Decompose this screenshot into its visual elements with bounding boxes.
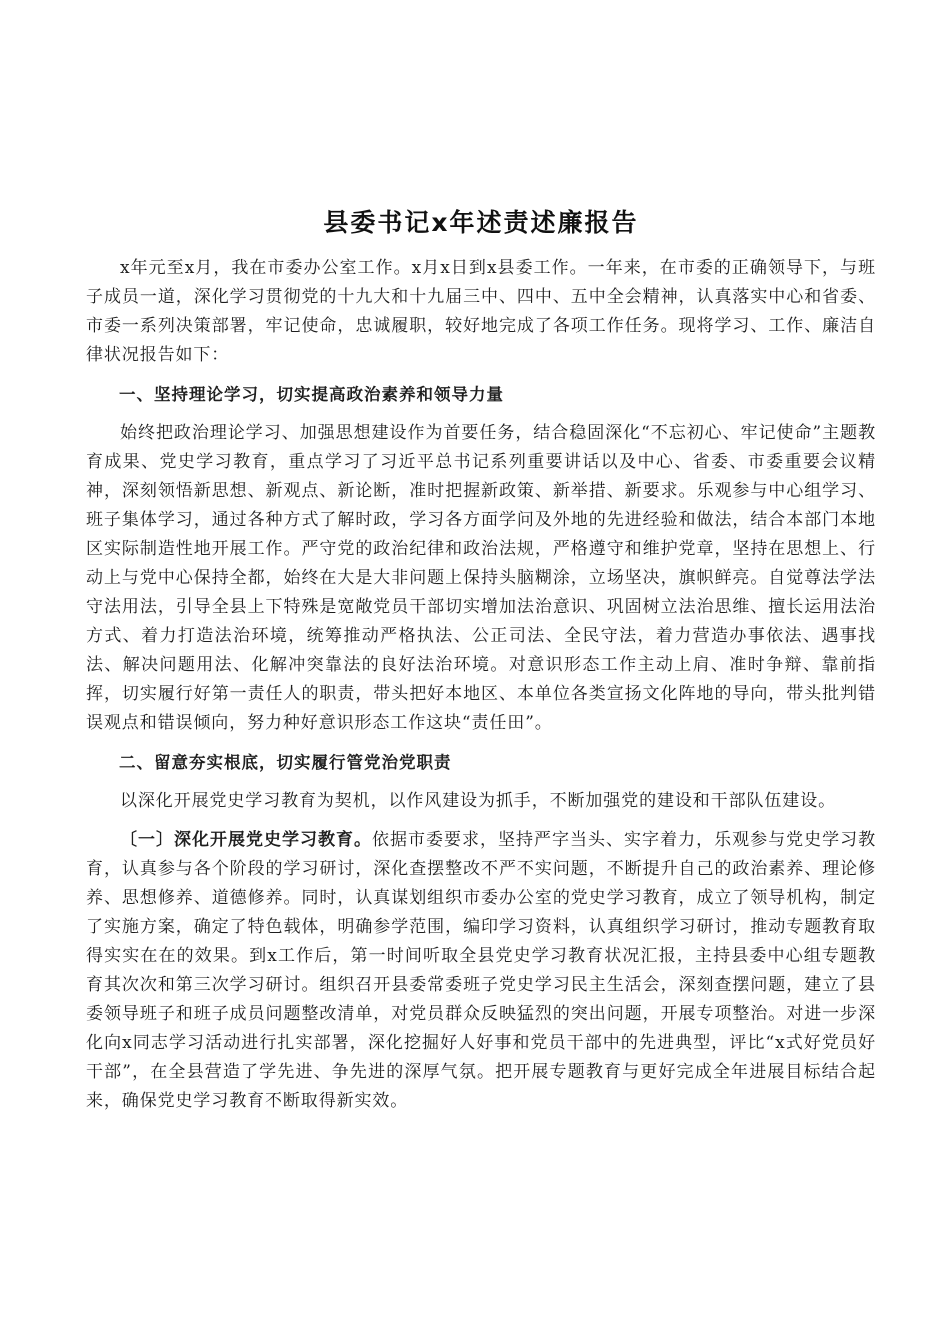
spacer — [86, 370, 876, 380]
spacer — [86, 816, 876, 826]
intro-paragraph: x年元至x月，我在市委办公室工作。x月x日到x县委工作。一年来，在市委的正确领导下，与班子成员一道，深化学习贯彻党的十九大和十九届三中、四中、五中全会精神，认真落实中心和省委、市委一系列决策部署，牢记使命，忠诚履职，较好地完成了各项工作任务。现将学习、工作、廉洁自律状况报告如下： — [86, 258, 876, 365]
subsection-1-lead: 〔一〕深化开展党史学习教育。 — [120, 830, 373, 850]
section-2-heading: 二、留意夯实根底，切实履行管党治党职责 — [119, 753, 452, 772]
spacer — [86, 409, 876, 419]
section-1-paragraph: 始终把政治理论学习、加强思想建设作为首要任务，结合稳固深化“不忘初心、牢记使命”主题教育成果、党史学习教育，重点学习了习近平总书记系列重要讲话以及中心、省委、市委重要会议精神，深刻领悟新思想、新观点、新论断，准时把握新政策、新举措、新要求。乐观参与中心组学习、班子集体学习，通过各种方式了解时政，学习各方面学问及外地的先进经验和做法，结合本部门本地区实际制造性地开展工作。严守党的政治纪律和政治法规，严格遵守和维护党章，坚持在思想上、行动上与党中心保持全都，始终在大是大非问题上保持头脑糊涂，立场坚决，旗帜鲜亮。自觉尊法学法守法用法，引导全县上下特殊是宽敞党员干部切实增加法治意识、巩固树立法治思维、擅长运用法治方式、着力打造法治环境，统筹推动严格执法、公正司法、全民守法，着力营造办事依法、遇事找法、解决问题用法、化解冲突靠法的良好法治环境。对意识形态工作主动上肩、准时争辩、靠前指挥，切实履行好第一责任人的职责，带头把好本地区、本单位各类宣扬文化阵地的导向，带头批判错误观点和错误倾向，努力种好意识形态工作这块“责任田”。 — [86, 423, 876, 733]
document-title: 县委书记x年述责述廉报告 — [323, 208, 639, 237]
section-2-intro-paragraph: 以深化开展党史学习教育为契机，以作风建设为抓手，不断加强党的建设和干部队伍建设。 — [120, 791, 836, 811]
spacer — [86, 777, 876, 787]
spacer — [86, 738, 876, 748]
subsection-1-body: 依据市委要求，坚持严字当头、实字着力，乐观参与党史学习教育，认真参与各个阶段的学习研讨，深化查摆整改不严不实问题，不断提升自己的政治素养、理论修养、思想修养、道德修养。同时，认真谋划组织市委办公室的党史学习教育，成立了领导机构，制定了实施方案，确定了特色载体，明确参学范围，编印学习资料，认真组织学习研讨，推动专题教育取得实实在在的效果。到x工作后，第一时间听取全县党史学习教育状况汇报，主持县委中心组专题教育其次次和第三次学习研讨。组织召开县委常委班子党史学习民主生活会，深刻查摆问题，建立了县委领导班子和班子成员问题整改清单，对党员群众反映猛烈的突出问题，开展专项整治。对进一步深化向x同志学习活动进行扎实部署，深化挖掘好人好事和党员干部中的先进典型，评比“x式好党员好干部”，在全县营造了学先进、争先进的深厚气氛。把开展专题教育与更好完成全年进展目标结合起来，确保党史学习教育不断取得新实效。 — [86, 830, 876, 1111]
subsection-1-paragraph — [86, 826, 876, 1116]
section-1-heading: 一、坚持理论学习，切实提高政治素养和领导力量 — [119, 385, 504, 404]
document-body — [86, 196, 876, 1116]
